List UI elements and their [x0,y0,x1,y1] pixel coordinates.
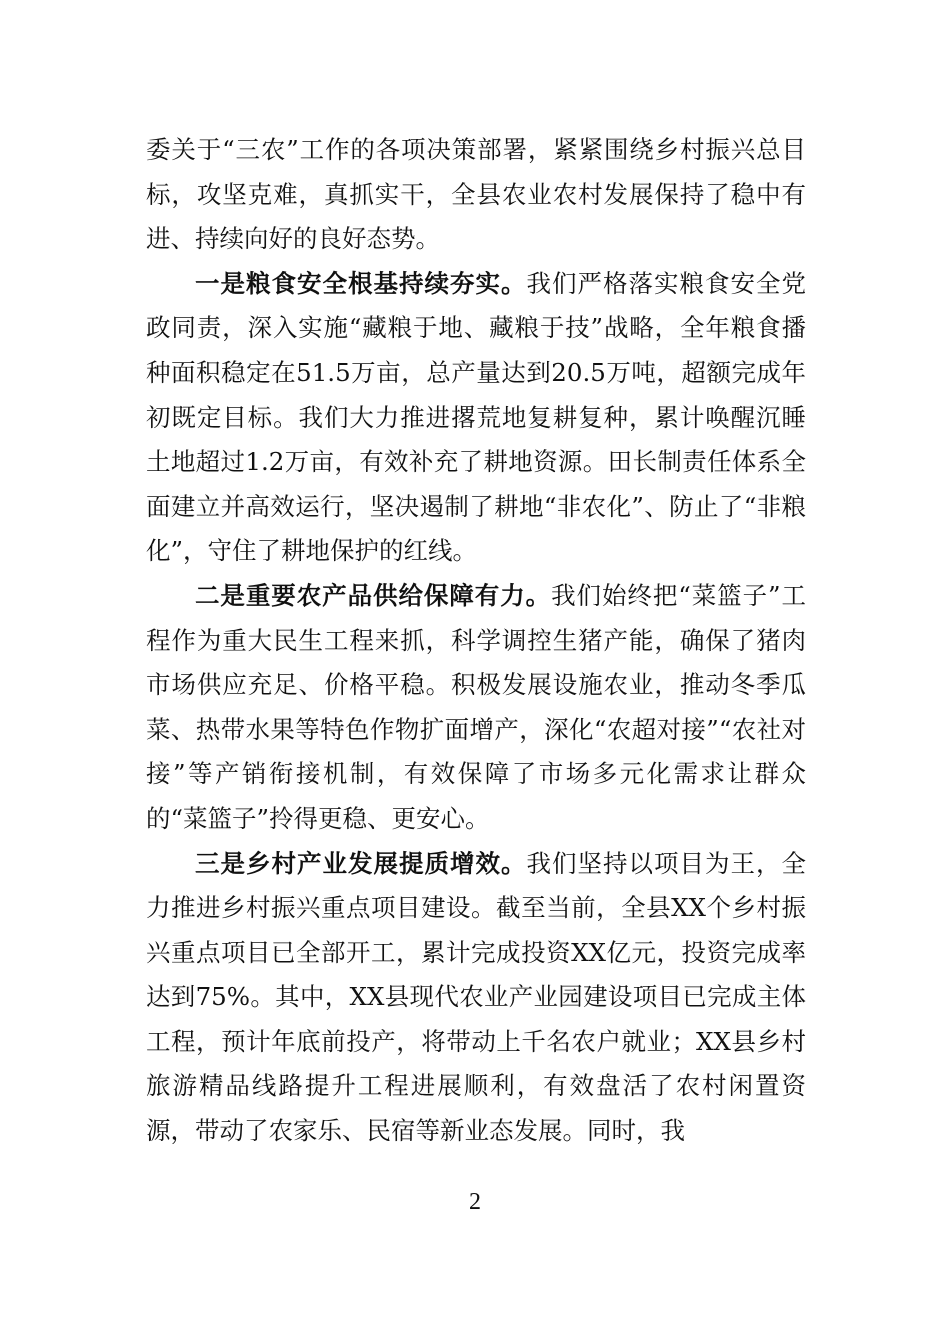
page-number: 2 [469,1189,481,1215]
paragraph-grain-security [146,262,806,574]
paragraph-supply-guarantee-heading: 二是重要农产品供给保障有力。 [195,580,552,610]
paragraph-grain-security-heading: 一是粮食安全根基持续夯实。 [195,268,527,298]
paragraph-industry-development-heading: 三是乡村产业发展提质增效。 [195,848,527,878]
paragraph-supply-guarantee [146,574,806,842]
page-body [146,128,806,1154]
paragraph-industry-development [146,842,806,1154]
paragraph-supply-guarantee-text: 我们始终把“菜篮子”工程作为重大民生工程来抓，科学调控生猪产能，确保了猪肉市场供应充足、价格平稳。积极发展设施农业，推动冬季瓜菜、热带水果等特色作物扩面增产，深化“农超对接”“农社对接”等产销衔接机制，有效保障了市场多元化需求让群众的“菜篮子”拎得更稳、更安心。 [146,580,806,833]
paragraph-grain-security-text: 我们严格落实粮食安全党政同责，深入实施“藏粮于地、藏粮于技”战略，全年粮食播种面积稳定在51.5万亩，总产量达到20.5万吨，超额完成年初既定目标。我们大力推进撂荒地复耕复种，累计唤醒沉睡土地超过1.2万亩，有效补充了耕地资源。田长制责任体系全面建立并高效运行，坚决遏制了耕地“非农化”、防止了“非粮化”，守住了耕地保护的红线。 [146,268,806,566]
paragraph-intro-text: 委关于“三农”工作的各项决策部署，紧紧围绕乡村振兴总目标，攻坚克难，真抓实干，全县农业农村发展保持了稳中有进、持续向好的良好态势。 [146,135,806,254]
paragraph-intro [146,128,806,262]
paragraph-industry-development-text: 我们坚持以项目为王，全力推进乡村振兴重点项目建设。截至当前，全县XX个乡村振兴重点项目已全部开工，累计完成投资XX亿元，投资完成率达到75%。其中，XX县现代农业产业园建设项目已完成主体工程，预计年底前投产，将带动上千名农户就业；XX县乡村旅游精品线路提升工程进展顺利，有效盘活了农村闲置资源，带动了农家乐、民宿等新业态发展。同时，我 [146,848,806,1146]
